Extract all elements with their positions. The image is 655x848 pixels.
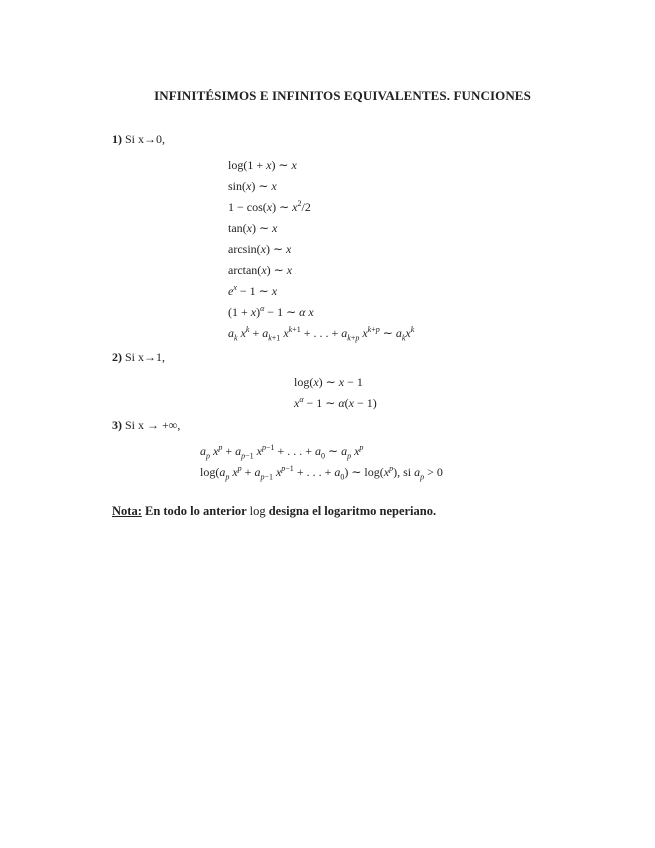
section-2-heading [112,350,165,365]
formula-exp: $e^x - 1$ ∼ x [228,283,278,298]
section-1-number: 1) [112,132,122,146]
section-3-condition: Si x → +∞, [125,418,181,432]
formula-tan: tan(x) ∼ x [228,221,278,235]
section-1-heading [112,132,165,147]
note [112,504,436,519]
formula-sin: sin(x) ∼ x [228,179,277,193]
note-keyword: log [249,504,266,518]
formula-power-one: $x^\alpha - 1$ ∼ α(x − 1) [294,395,377,410]
section-3-number: 3) [112,418,122,432]
formula-log: log(1 + x) ∼ x [228,158,297,172]
section-1-condition: Si x→0, [125,132,166,146]
section-2-number: 2) [112,350,122,364]
formula-arcsin: arcsin(x) ∼ x [228,242,292,256]
page-title: INFINITÉSIMOS E INFINITOS EQUIVALENTES. FUNCIONES [154,88,531,103]
formula-arctan: arctan(x) ∼ x [228,263,293,277]
formula-polynomial-zero: $a_k$ $x^k + a_{k+1}$ $x^{k+1}$ + . . . + $a_{k+p}$ $x^{k+p}$ ∼ $a_kx^k$ [228,325,415,343]
formula-power: $(1 + x)^\alpha - 1$ ∼ α x [228,304,314,319]
formula-polynomial-infinity: $a_p$ $x^p + a_{p-1}$ $x^{p-1}$ + . . . + $a_0$ ∼ $a_p$ $x^p$ [200,443,364,461]
formula-cos: 1 − cos(x) ∼ $x^2/2$ [228,199,311,214]
section-2-condition: Si x→1, [125,350,166,364]
section-3-heading [112,418,180,433]
note-label: Nota: [112,504,142,518]
formula-log-polynomial: $\log(a_p$ $x^p + a_{p-1}$ $x^{p-1}$ + . . . + $a_0$) ∼ $\log(x^p)$, si $a_p > 0$ [200,464,443,482]
note-text-after: designa el logaritmo neperiano. [268,504,437,518]
note-text-before: En todo lo anterior [144,504,247,518]
formula-log-one: log(x) ∼ x − 1 [294,375,363,389]
